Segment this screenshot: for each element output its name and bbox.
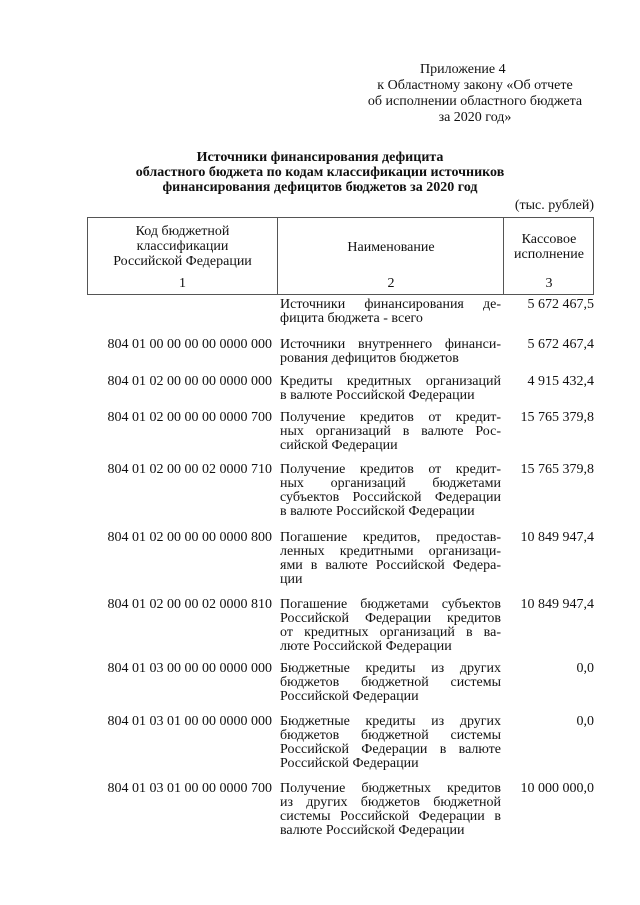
header-label: классификации	[136, 239, 229, 254]
row-value: 10 849 947,4	[520, 530, 594, 545]
row-name	[280, 463, 501, 519]
header-label: исполнение	[514, 247, 584, 262]
row-name-line: Источники финансирования де-	[280, 297, 501, 312]
header-column-number: 1	[179, 276, 186, 291]
row-name-line: сийской Федерации	[280, 438, 398, 453]
row-name	[280, 338, 501, 366]
appendix-line: к Областному закону «Об отчете	[377, 78, 573, 93]
row-name	[280, 411, 501, 453]
row-value: 0,0	[576, 661, 594, 676]
document-title-line: Источники финансирования дефицита	[196, 150, 444, 165]
row-value: 15 765 379,8	[520, 410, 594, 425]
row-value: 5 672 467,5	[527, 297, 594, 312]
header-column-number: 3	[545, 276, 553, 291]
row-name	[280, 531, 501, 587]
appendix-header	[350, 62, 600, 126]
row-name-line: Погашение бюджетами субъектов	[280, 597, 501, 612]
row-code: 804 01 03 00 00 00 0000 000	[107, 661, 272, 676]
row-name-line: валюте Российской Федерации	[280, 823, 465, 838]
row-name-line: Российской Федерации кредитов	[280, 611, 501, 626]
row-code: 804 01 02 00 00 00 0000 700	[107, 410, 272, 425]
document-title	[100, 150, 540, 195]
row-code: 804 01 03 01 00 00 0000 700	[107, 781, 272, 796]
row-name-line: ции	[280, 572, 303, 587]
document-title-line: областного бюджета по кодам классификации источников	[135, 165, 505, 180]
header-label: Российской Федерации	[113, 254, 252, 269]
header-column-number: 2	[387, 276, 395, 291]
row-name	[280, 598, 501, 654]
header-name-column	[277, 218, 504, 294]
row-name	[280, 375, 501, 403]
header-label: Наименование	[347, 240, 435, 255]
row-value: 10 000 000,0	[520, 781, 594, 796]
row-name-line: фицита бюджета - всего	[280, 311, 423, 326]
row-name	[280, 298, 501, 326]
row-value: 15 765 379,8	[520, 462, 594, 477]
row-name-line: Кредиты кредитных организаций	[280, 374, 501, 389]
row-name-line: Российской Федерации	[280, 689, 419, 704]
row-code: 804 01 03 01 00 00 0000 000	[107, 714, 272, 729]
row-value: 10 849 947,4	[520, 597, 594, 612]
row-name	[280, 782, 501, 838]
row-name-line: субъектов Российской Федерации	[280, 490, 501, 505]
row-name-line: в валюте Российской Федерации	[280, 504, 475, 519]
row-name-line: в валюте Российской Федерации	[280, 388, 475, 403]
row-name-line: Получение кредитов от кредит-	[280, 410, 501, 425]
row-name-line: ями в валюте Российской Федера-	[280, 558, 501, 573]
units-label: (тыс. рублей)	[514, 198, 594, 213]
appendix-line: об исполнении областного бюджета	[367, 94, 583, 109]
row-value: 4 915 432,4	[527, 374, 594, 389]
row-code: 804 01 02 00 00 02 0000 710	[107, 462, 272, 477]
row-name-line: Бюджетные кредиты из других	[280, 714, 501, 729]
row-value: 5 672 467,4	[527, 337, 594, 352]
row-name-line: из других бюджетов бюджетной	[280, 795, 501, 810]
row-code: 804 01 02 00 00 00 0000 000	[107, 374, 272, 389]
header-label: Код бюджетной	[135, 224, 230, 239]
row-name-line: Получение кредитов от кредит-	[280, 462, 501, 477]
row-name-line: Источники внутреннего финанси-	[280, 337, 501, 352]
row-value: 0,0	[576, 714, 594, 729]
row-name	[280, 715, 501, 771]
header-code-column	[88, 218, 277, 294]
row-name-line: люте Российской Федерации	[280, 639, 452, 654]
appendix-line: за 2020 год»	[438, 110, 512, 125]
row-name-line: Бюджетные кредиты из других	[280, 661, 501, 676]
row-code: 804 01 02 00 00 02 0000 810	[107, 597, 272, 612]
row-name-line: Российской Федерации в валюте	[280, 742, 501, 757]
row-name-line: бюджетов бюджетной системы	[280, 675, 501, 690]
row-code: 804 01 02 00 00 00 0000 800	[107, 530, 272, 545]
appendix-title: Приложение 4	[420, 62, 506, 77]
row-name-line: Погашение кредитов, предостав-	[280, 530, 501, 545]
row-name-line: системы Российской Федерации в	[280, 809, 501, 824]
header-label: Кассовое	[521, 232, 577, 247]
row-code: 804 01 00 00 00 00 0000 000	[107, 337, 272, 352]
table-header	[87, 217, 594, 295]
row-name	[280, 662, 501, 704]
document-title-line: финансирования дефицитов бюджетов за 2020 год	[162, 180, 478, 195]
row-name-line: ных организаций бюджетами	[280, 476, 501, 491]
row-name-line: ных организаций в валюте Рос-	[280, 424, 501, 439]
row-name-line: от кредитных организаций в ва-	[280, 625, 501, 640]
row-name-line: Российской Федерации	[280, 756, 419, 771]
row-name-line: Получение бюджетных кредитов	[280, 781, 501, 796]
row-name-line: ленных кредитными организаци-	[280, 544, 501, 559]
row-name-line: рования дефицитов бюджетов	[280, 351, 459, 366]
row-name-line: бюджетов бюджетной системы	[280, 728, 501, 743]
header-value-column	[503, 218, 594, 294]
